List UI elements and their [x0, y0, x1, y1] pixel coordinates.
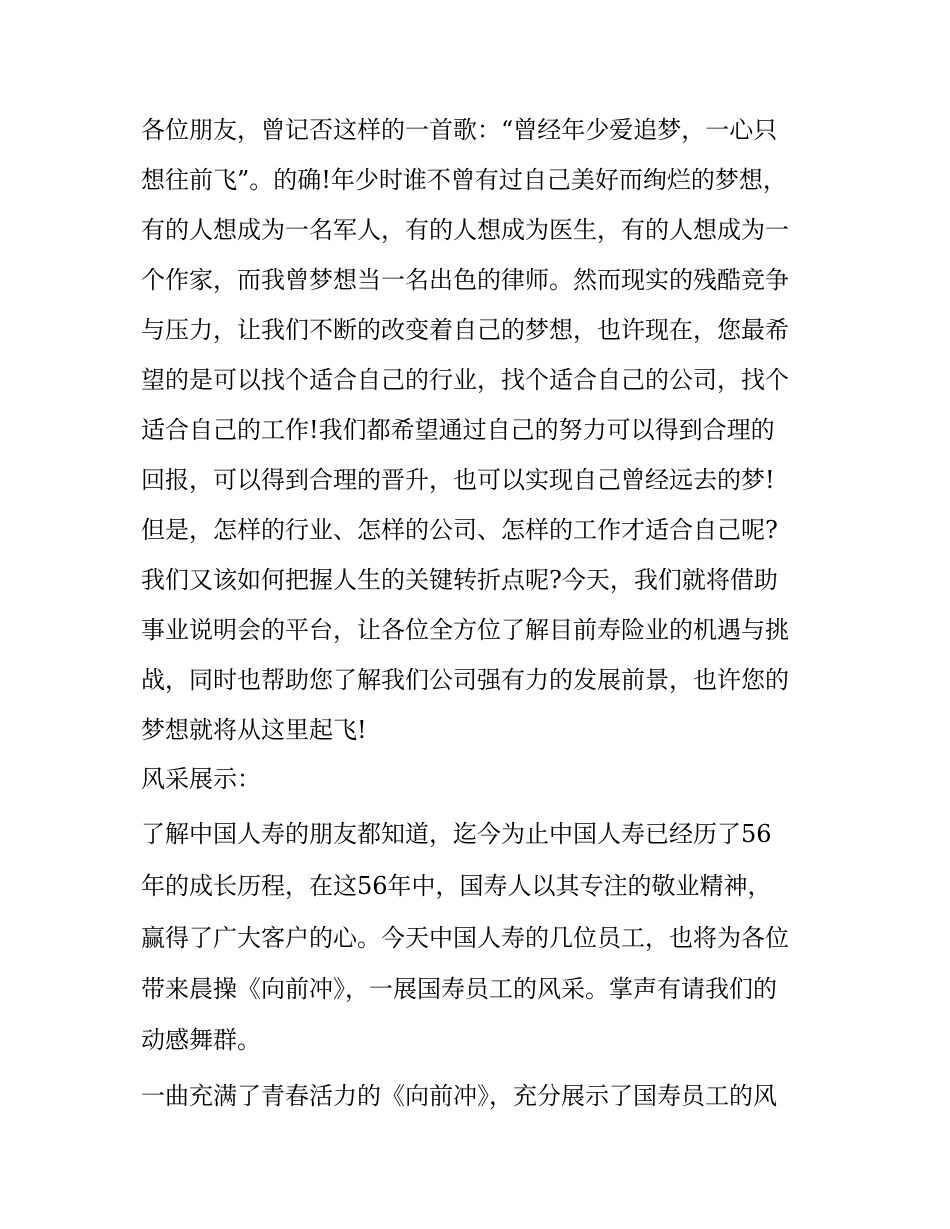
text-line: 战，同时也帮助您了解我们公司强有力的发展前景，也许您的 [141, 666, 789, 694]
section-heading: 风采展示： [141, 765, 261, 793]
text-line: 但是，怎样的行业、怎样的公司、怎样的工作才适合自己呢? [141, 516, 778, 544]
text-line: 各位朋友，曾记否这样的一首歌：“曾经年少爱追梦，一心只 [141, 116, 778, 144]
text-line: 与压力，让我们不断的改变着自己的梦想，也许现在，您最希 [141, 316, 789, 344]
text-line: 有的人想成为一名军人，有的人想成为医生，有的人想成为一 [141, 216, 789, 244]
text-line: 带来晨操《向前冲》，一展国寿员工的风采。掌声有请我们的 [141, 975, 777, 1003]
text-line: 一曲充满了青春活力的《向前冲》，充分展示了国寿员工的风 [141, 1082, 777, 1110]
text-line: 想往前飞”。的确!年少时谁不曾有过自己美好而绚烂的梦想， [141, 166, 787, 194]
text-line: 年的成长历程，在这56年中，国寿人以其专注的敬业精神， [141, 872, 772, 900]
text-line: 事业说明会的平台，让各位全方位了解目前寿险业的机遇与挑 [141, 616, 789, 644]
text-line: 适合自己的工作!我们都希望通过自己的努力可以得到合理的 [141, 416, 775, 444]
text-line: 赢得了广大客户的心。今天中国人寿的几位员工，也将为各位 [141, 924, 789, 952]
text-line: 望的是可以找个适合自己的行业，找个适合自己的公司，找个 [141, 366, 789, 394]
text-line: 我们又该如何把握人生的关键转折点呢?今天，我们就将借助 [141, 566, 778, 594]
text-line: 回报，可以得到合理的晋升，也可以实现自己曾经远去的梦! [141, 466, 775, 494]
text-line: 了解中国人寿的朋友都知道，迄今为止中国人寿已经历了56 [141, 820, 772, 848]
text-line: 梦想就将从这里起飞! [141, 716, 367, 744]
text-line: 个作家，而我曾梦想当一名出色的律师。然而现实的残酷竞争 [141, 266, 789, 294]
text-line: 动感舞群。 [141, 1026, 261, 1054]
